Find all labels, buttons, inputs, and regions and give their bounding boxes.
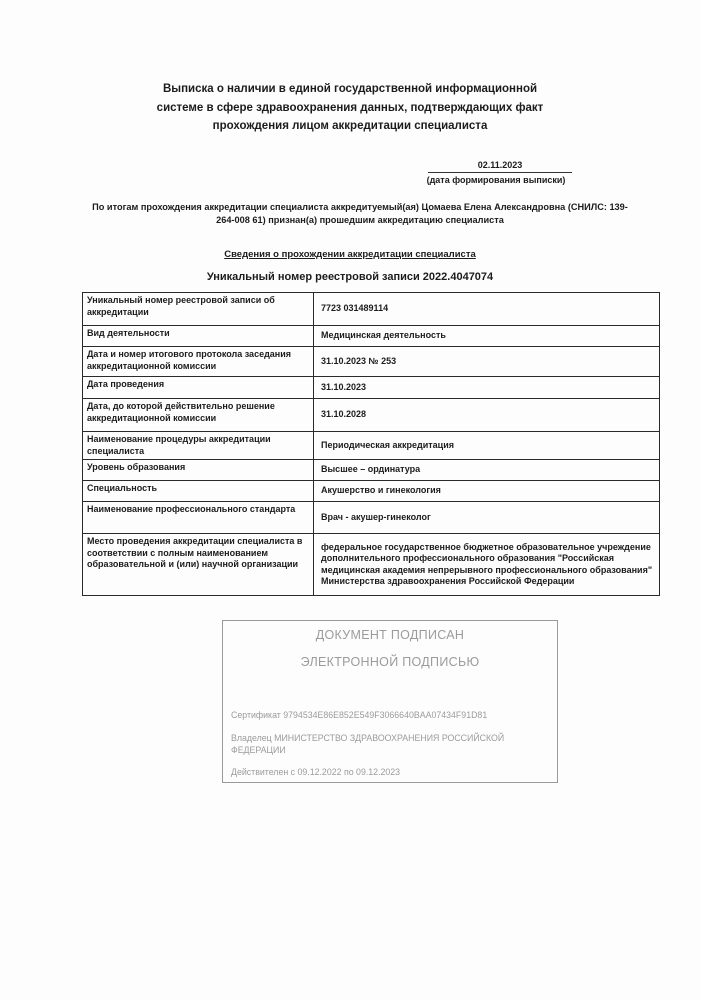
table-row (83, 399, 660, 432)
row-value: Врач - акушер-гинеколог (314, 502, 660, 534)
row-label: Наименование процедуры аккредитации специалиста (83, 432, 314, 460)
row-label: Вид деятельности (83, 326, 314, 347)
row-label: Наименование профессионального стандарта (83, 502, 314, 534)
stamp-electronic-signature-line: ЭЛЕКТРОННОЙ ПОДПИСЬЮ (300, 655, 480, 669)
row-value: 31.10.2028 (314, 399, 660, 432)
row-label: Дата и номер итогового протокола заседания аккредитационной комиссии (83, 347, 314, 377)
row-value: Медицинская деятельность (314, 326, 660, 347)
row-label: Место проведения аккредитации специалиста в соответствии с полным наименованием образовательной и (или) научной организации (83, 534, 314, 596)
accreditation-table (82, 292, 660, 596)
issue-date-block (420, 159, 572, 186)
table-row (83, 481, 660, 502)
table-row (83, 534, 660, 596)
row-label: Дата, до которой действительно решение аккредитационной комиссии (83, 399, 314, 432)
stamp-validity: Действителен с 09.12.2022 по 09.12.2023 (231, 767, 401, 777)
row-value: Периодическая аккредитация (314, 432, 660, 460)
row-value: Высшее – ординатура (314, 460, 660, 481)
row-value: федеральное государственное бюджетное образовательное учреждение дополнительного профессионального образования "Российская медицинская академия непрерывного профессионального образования" Министерства здравоохранения Российской Федерации (314, 534, 660, 596)
row-value: 31.10.2023 (314, 377, 660, 399)
title-line-1: Выписка о наличии в единой государственной информационной (162, 83, 538, 95)
document-title (150, 80, 550, 136)
table-row (83, 460, 660, 481)
row-value: 31.10.2023 № 253 (314, 347, 660, 377)
title-line-2: системе в сфере здравоохранения данных, подтверждающих факт (156, 101, 544, 114)
row-label: Специальность (83, 481, 314, 502)
electronic-signature-stamp (222, 620, 558, 783)
section-heading: Сведения о прохождении аккредитации специалиста (224, 249, 476, 260)
registry-heading: Уникальный номер реестровой записи 2022.4047074 (206, 271, 494, 283)
table-row (83, 377, 660, 399)
intro-text: По итогам прохождения аккредитации специалиста аккредитуемый(ая) Цомаева Елена Александровна (СНИЛС: 139-264-008 61) признан(а) прошедшим аккредитацию специалиста (92, 202, 628, 225)
table-row (83, 432, 660, 460)
table-row (83, 347, 660, 377)
stamp-certificate: Сертификат 9794534E86E852E549F3066640BAA07434F91D81 (231, 710, 488, 720)
table-row (83, 293, 660, 326)
row-value: 7723 031489114 (314, 293, 660, 326)
issue-date-caption: (дата формирования выписки) (426, 175, 566, 185)
table-row (83, 502, 660, 534)
row-label: Уникальный номер реестровой записи об аккредитации (83, 293, 314, 326)
row-label: Дата проведения (83, 377, 314, 399)
row-value: Акушерство и гинекология (314, 481, 660, 502)
row-label: Уровень образования (83, 460, 314, 481)
stamp-signed-line: ДОКУМЕНТ ПОДПИСАН (315, 628, 465, 642)
title-line-3: прохождения лицом аккредитации специалиста (212, 120, 488, 132)
issue-date: 02.11.2023 (428, 159, 572, 173)
stamp-owner: Владелец МИНИСТЕРСТВО ЗДРАВООХРАНЕНИЯ РОССИЙСКОЙ ФЕДЕРАЦИИ (231, 733, 505, 755)
table-row (83, 326, 660, 347)
